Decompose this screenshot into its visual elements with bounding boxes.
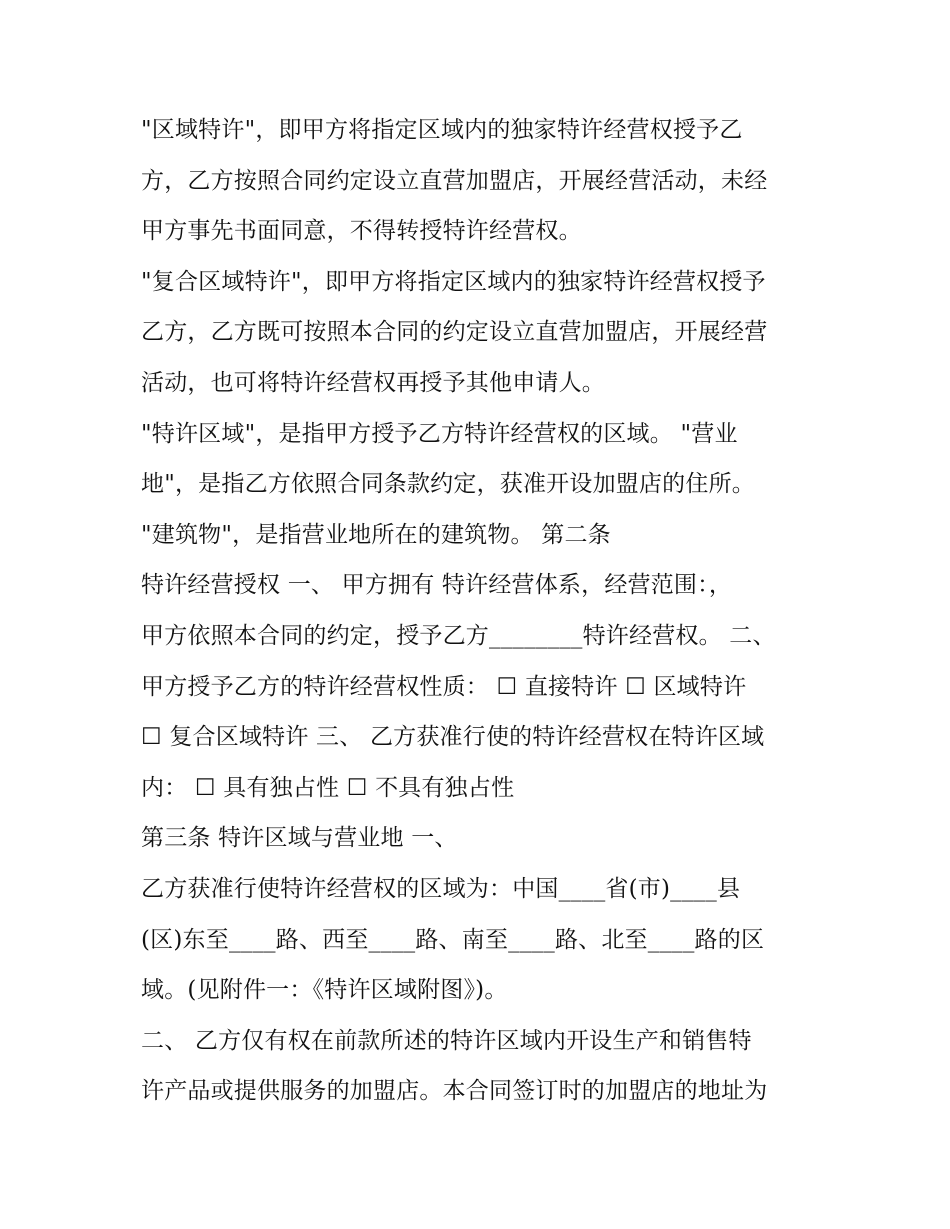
text-line-15: 第三条 特许区域与营业地 一、 [141,825,458,852]
text-line-10: 特许经营授权 一、 甲方拥有 特许经营体系，经营范围：， [141,572,733,599]
text-line-19: 二、 乙方仅有权在前款所述的特许区域内开设生产和销售特 [141,1027,752,1054]
text-line-9: "建筑物"，是指营业地所在的建筑物。 第二条 [141,521,611,548]
text-line-16: 乙方获准行使特许经营权的区域为：中国____省(市)____县 [141,875,741,902]
text-line-8: 地"，是指乙方依照合同条款约定，获准开设加盟店的住所。 [141,471,755,498]
text-line-4: "复合区域特许"，即甲方将指定区域内的独家特许经营权授予 [141,268,766,295]
text-line-6: 活动，也可将特许经营权再授予其他申请人。 [141,369,605,396]
text-line-3: 甲方事先书面同意，不得转授特许经营权。 [141,218,582,245]
text-line-17: (区)东至____路、西至____路、南至____路、北至____路的区 [141,926,765,953]
text-line-11: 甲方依照本合同的约定，授予乙方________特许经营权。 二、 [141,622,776,649]
text-line-12: 甲方授予乙方的特许经营权性质： ☐ 直接特许 ☐ 区域特许 [141,673,747,700]
contract-text [141,112,841,1124]
text-line-18: 域。(见附件一：《特许区域附图》)。 [141,977,508,1004]
text-line-2: 方，乙方按照合同约定设立直营加盟店，开展经营活动，未经 [141,167,768,194]
text-line-13: ☐ 复合区域特许 三、 乙方获准行使的特许经营权在特许区域 [141,724,765,751]
text-line-7: "特许区域"，是指甲方授予乙方特许经营权的区域。 "营业 [141,420,738,447]
text-line-5: 乙方，乙方既可按照本合同的约定设立直营加盟店，开展经营 [141,319,768,346]
text-line-1: "区域特许"，即甲方将指定区域内的独家特许经营权授予乙 [141,117,743,143]
text-line-20: 许产品或提供服务的加盟店。本合同签订时的加盟店的地址为 [141,1078,768,1105]
text-line-14: 内： ☐ 具有独占性 ☐ 不具有独占性 [141,774,515,801]
